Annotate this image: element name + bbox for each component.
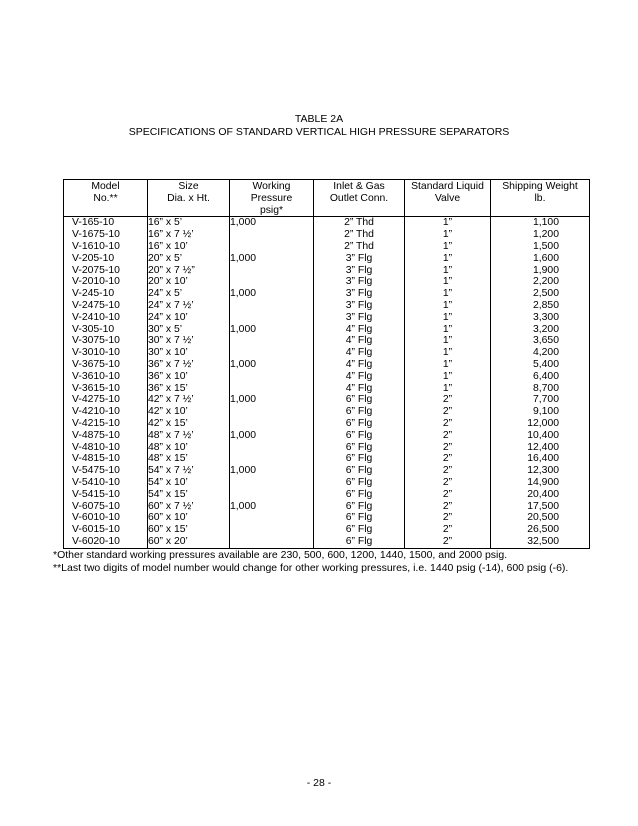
cell-liquid-valve: 2” [405,418,491,430]
header-model [64,180,148,217]
table-row [64,501,590,513]
cell-shipping-weight: 8,700 [491,383,590,395]
cell-model: V-3010-10 [64,347,148,359]
cell-shipping-weight: 10,400 [491,430,590,442]
cell-working-pressure: 1,000 [230,430,314,442]
cell-working-pressure [230,229,314,241]
cell-liquid-valve: 1” [405,347,491,359]
header-line: Working [252,181,291,192]
cell-liquid-valve: 2” [405,512,491,524]
cell-model: V-3615-10 [64,383,148,395]
header-line: Dia. x Ht. [167,192,210,204]
cell-shipping-weight: 12,400 [491,442,590,454]
cell-working-pressure [230,406,314,418]
cell-liquid-valve: 2” [405,501,491,513]
cell-size: 30” x 5’ [148,324,230,336]
cell-liquid-valve: 1” [405,288,491,300]
cell-shipping-weight: 12,000 [491,418,590,430]
cell-inlet-conn: 3” Flg [314,312,405,324]
table-row [64,383,590,395]
cell-working-pressure: 1,000 [230,217,314,229]
cell-working-pressure [230,312,314,324]
header-standard-liquid-valve [405,180,491,217]
cell-working-pressure [230,453,314,465]
cell-liquid-valve: 1” [405,253,491,265]
cell-shipping-weight: 6,400 [491,371,590,383]
cell-shipping-weight: 14,900 [491,477,590,489]
cell-inlet-conn: 6” Flg [314,406,405,418]
cell-model: V-4810-10 [64,442,148,454]
cell-working-pressure [230,335,314,347]
header-inlet-gas-outlet [314,180,405,217]
cell-size: 42” x 15’ [148,418,230,430]
table-body [64,217,590,548]
cell-liquid-valve: 2” [405,524,491,536]
cell-inlet-conn: 6” Flg [314,489,405,501]
cell-shipping-weight: 2,500 [491,288,590,300]
cell-inlet-conn: 6” Flg [314,394,405,406]
cell-size: 60” x 10’ [148,512,230,524]
cell-inlet-conn: 4” Flg [314,359,405,371]
cell-model: V-4275-10 [64,394,148,406]
table-row [64,453,590,465]
cell-shipping-weight: 12,300 [491,465,590,477]
cell-size: 30” x 7 ½’ [148,335,230,347]
cell-inlet-conn: 6” Flg [314,430,405,442]
table-header-row [64,180,590,217]
table-row [64,524,590,536]
cell-working-pressure [230,442,314,454]
table-row [64,465,590,477]
table-row [64,288,590,300]
cell-inlet-conn: 6” Flg [314,442,405,454]
header-line: Outlet Conn. [329,192,389,204]
cell-working-pressure [230,347,314,359]
cell-working-pressure [230,300,314,312]
cell-size: 16” x 5’ [148,217,230,229]
cell-liquid-valve: 2” [405,442,491,454]
table-row [64,253,590,265]
cell-working-pressure [230,536,314,548]
cell-inlet-conn: 4” Flg [314,335,405,347]
cell-model: V-1610-10 [64,241,148,253]
cell-model: V-2010-10 [64,276,148,288]
cell-working-pressure [230,371,314,383]
table-row [64,418,590,430]
cell-liquid-valve: 2” [405,453,491,465]
table-row [64,477,590,489]
cell-size: 54” x 7 ½’ [148,465,230,477]
cell-liquid-valve: 1” [405,359,491,371]
footnote-model-number: **Last two digits of model number would change for other working pressures, i.e. 1440 psig (-14), 600 psig (-6). [53,562,569,574]
cell-inlet-conn: 3” Flg [314,300,405,312]
header-line: No.** [93,192,118,204]
cell-shipping-weight: 1,200 [491,229,590,241]
cell-shipping-weight: 1,600 [491,253,590,265]
cell-liquid-valve: 1” [405,229,491,241]
cell-size: 48” x 15’ [148,453,230,465]
cell-inlet-conn: 3” Flg [314,253,405,265]
cell-model: V-6020-10 [64,536,148,548]
cell-size: 20” x 10’ [148,276,230,288]
cell-size: 30” x 10’ [148,347,230,359]
cell-model: V-305-10 [64,324,148,336]
cell-liquid-valve: 1” [405,383,491,395]
cell-liquid-valve: 1” [405,217,491,229]
header-line: Shipping Weight [502,181,578,192]
cell-working-pressure [230,477,314,489]
cell-inlet-conn: 3” Flg [314,265,405,277]
table-row [64,265,590,277]
cell-model: V-6075-10 [64,501,148,513]
table-row [64,489,590,501]
header-shipping-weight [491,180,590,217]
table-row [64,300,590,312]
cell-shipping-weight: 26,500 [491,524,590,536]
table-title: TABLE 2A [294,113,344,125]
cell-liquid-valve: 1” [405,335,491,347]
table-row [64,430,590,442]
header-working-pressure [230,180,314,217]
cell-inlet-conn: 2” Thd [314,217,405,229]
cell-model: V-245-10 [64,288,148,300]
table-row [64,347,590,359]
cell-shipping-weight: 4,200 [491,347,590,359]
cell-inlet-conn: 4” Flg [314,371,405,383]
table-row [64,312,590,324]
cell-working-pressure [230,241,314,253]
header-line: Inlet & Gas [333,181,385,192]
cell-liquid-valve: 2” [405,477,491,489]
table-row [64,229,590,241]
cell-size: 24” x 10’ [148,312,230,324]
cell-size: 36” x 15’ [148,383,230,395]
cell-inlet-conn: 6” Flg [314,524,405,536]
table-row [64,217,590,229]
specifications-table [63,179,590,549]
cell-shipping-weight: 1,100 [491,217,590,229]
cell-inlet-conn: 3” Flg [314,276,405,288]
cell-inlet-conn: 2” Thd [314,241,405,253]
cell-working-pressure [230,276,314,288]
cell-working-pressure [230,418,314,430]
table-row [64,394,590,406]
table-row [64,536,590,548]
cell-liquid-valve: 1” [405,300,491,312]
cell-working-pressure: 1,000 [230,501,314,513]
cell-liquid-valve: 2” [405,430,491,442]
cell-size: 60” x 20’ [148,536,230,548]
cell-working-pressure: 1,000 [230,465,314,477]
cell-model: V-2075-10 [64,265,148,277]
cell-shipping-weight: 1,500 [491,241,590,253]
cell-liquid-valve: 1” [405,276,491,288]
cell-model: V-205-10 [64,253,148,265]
table-row [64,359,590,371]
cell-inlet-conn: 6” Flg [314,512,405,524]
cell-liquid-valve: 1” [405,265,491,277]
cell-working-pressure: 1,000 [230,359,314,371]
cell-model: V-3610-10 [64,371,148,383]
header-line: Pressure [250,192,293,204]
cell-model: V-2410-10 [64,312,148,324]
cell-model: V-3675-10 [64,359,148,371]
cell-working-pressure [230,489,314,501]
cell-liquid-valve: 1” [405,241,491,253]
cell-working-pressure [230,383,314,395]
table-row [64,241,590,253]
cell-shipping-weight: 32,500 [491,536,590,548]
cell-model: V-5415-10 [64,489,148,501]
cell-size: 36” x 7 ½’ [148,359,230,371]
header-line: psig* [259,204,284,216]
cell-liquid-valve: 2” [405,394,491,406]
table-row [64,442,590,454]
cell-shipping-weight: 3,650 [491,335,590,347]
header-line: lb. [534,192,546,204]
header-size [148,180,230,217]
cell-inlet-conn: 4” Flg [314,347,405,359]
cell-size: 36” x 10’ [148,371,230,383]
header-line: Valve [434,192,461,204]
cell-liquid-valve: 2” [405,489,491,501]
cell-inlet-conn: 4” Flg [314,324,405,336]
cell-inlet-conn: 2” Thd [314,229,405,241]
cell-inlet-conn: 6” Flg [314,501,405,513]
cell-shipping-weight: 17,500 [491,501,590,513]
cell-liquid-valve: 1” [405,324,491,336]
cell-size: 48” x 7 ½’ [148,430,230,442]
cell-model: V-165-10 [64,217,148,229]
cell-model: V-5410-10 [64,477,148,489]
cell-model: V-1675-10 [64,229,148,241]
cell-size: 16” x 7 ½’ [148,229,230,241]
cell-model: V-4815-10 [64,453,148,465]
cell-size: 60” x 7 ½’ [148,501,230,513]
cell-liquid-valve: 1” [405,312,491,324]
table-subtitle: SPECIFICATIONS OF STANDARD VERTICAL HIGH PRESSURE SEPARATORS [128,126,510,138]
cell-working-pressure [230,512,314,524]
cell-liquid-valve: 2” [405,406,491,418]
cell-size: 20” x 7 ½” [148,265,230,277]
cell-working-pressure: 1,000 [230,394,314,406]
cell-liquid-valve: 2” [405,536,491,548]
cell-inlet-conn: 6” Flg [314,418,405,430]
cell-working-pressure: 1,000 [230,288,314,300]
cell-size: 54” x 10’ [148,477,230,489]
table-row [64,324,590,336]
footnote-working-pressures: *Other standard working pressures available are 230, 500, 600, 1200, 1440, 1500, and 2000 psig. [53,549,508,561]
cell-shipping-weight: 2,200 [491,276,590,288]
cell-model: V-4210-10 [64,406,148,418]
cell-shipping-weight: 7,700 [491,394,590,406]
cell-shipping-weight: 3,200 [491,324,590,336]
cell-model: V-4875-10 [64,430,148,442]
cell-shipping-weight: 5,400 [491,359,590,371]
cell-model: V-6010-10 [64,512,148,524]
cell-size: 24” x 7 ½’ [148,300,230,312]
cell-size: 16” x 10’ [148,241,230,253]
cell-shipping-weight: 2,850 [491,300,590,312]
cell-liquid-valve: 2” [405,465,491,477]
cell-size: 42” x 7 ½’ [148,394,230,406]
cell-model: V-3075-10 [64,335,148,347]
cell-shipping-weight: 9,100 [491,406,590,418]
table-row [64,406,590,418]
cell-working-pressure: 1,000 [230,253,314,265]
table-row [64,276,590,288]
cell-inlet-conn: 4” Flg [314,383,405,395]
cell-inlet-conn: 6” Flg [314,536,405,548]
cell-shipping-weight: 3,300 [491,312,590,324]
table-row [64,371,590,383]
cell-inlet-conn: 3” Flg [314,288,405,300]
header-line: Size [178,181,199,192]
cell-shipping-weight: 1,900 [491,265,590,277]
cell-size: 60” x 15’ [148,524,230,536]
cell-size: 48” x 10’ [148,442,230,454]
cell-size: 20” x 5’ [148,253,230,265]
cell-size: 24” x 5’ [148,288,230,300]
cell-liquid-valve: 1” [405,371,491,383]
cell-model: V-6015-10 [64,524,148,536]
cell-shipping-weight: 20,400 [491,489,590,501]
cell-inlet-conn: 6” Flg [314,453,405,465]
table-row [64,335,590,347]
cell-size: 42” x 10’ [148,406,230,418]
header-line: Model [91,181,120,192]
cell-model: V-4215-10 [64,418,148,430]
cell-inlet-conn: 6” Flg [314,477,405,489]
page-number: - 28 - [306,777,332,789]
cell-size: 54” x 15’ [148,489,230,501]
cell-working-pressure [230,265,314,277]
cell-working-pressure [230,524,314,536]
cell-shipping-weight: 16,400 [491,453,590,465]
table-row [64,512,590,524]
cell-working-pressure: 1,000 [230,324,314,336]
cell-model: V-2475-10 [64,300,148,312]
cell-inlet-conn: 6” Flg [314,465,405,477]
cell-shipping-weight: 20,500 [491,512,590,524]
header-line: Standard Liquid [411,181,484,192]
cell-model: V-5475-10 [64,465,148,477]
